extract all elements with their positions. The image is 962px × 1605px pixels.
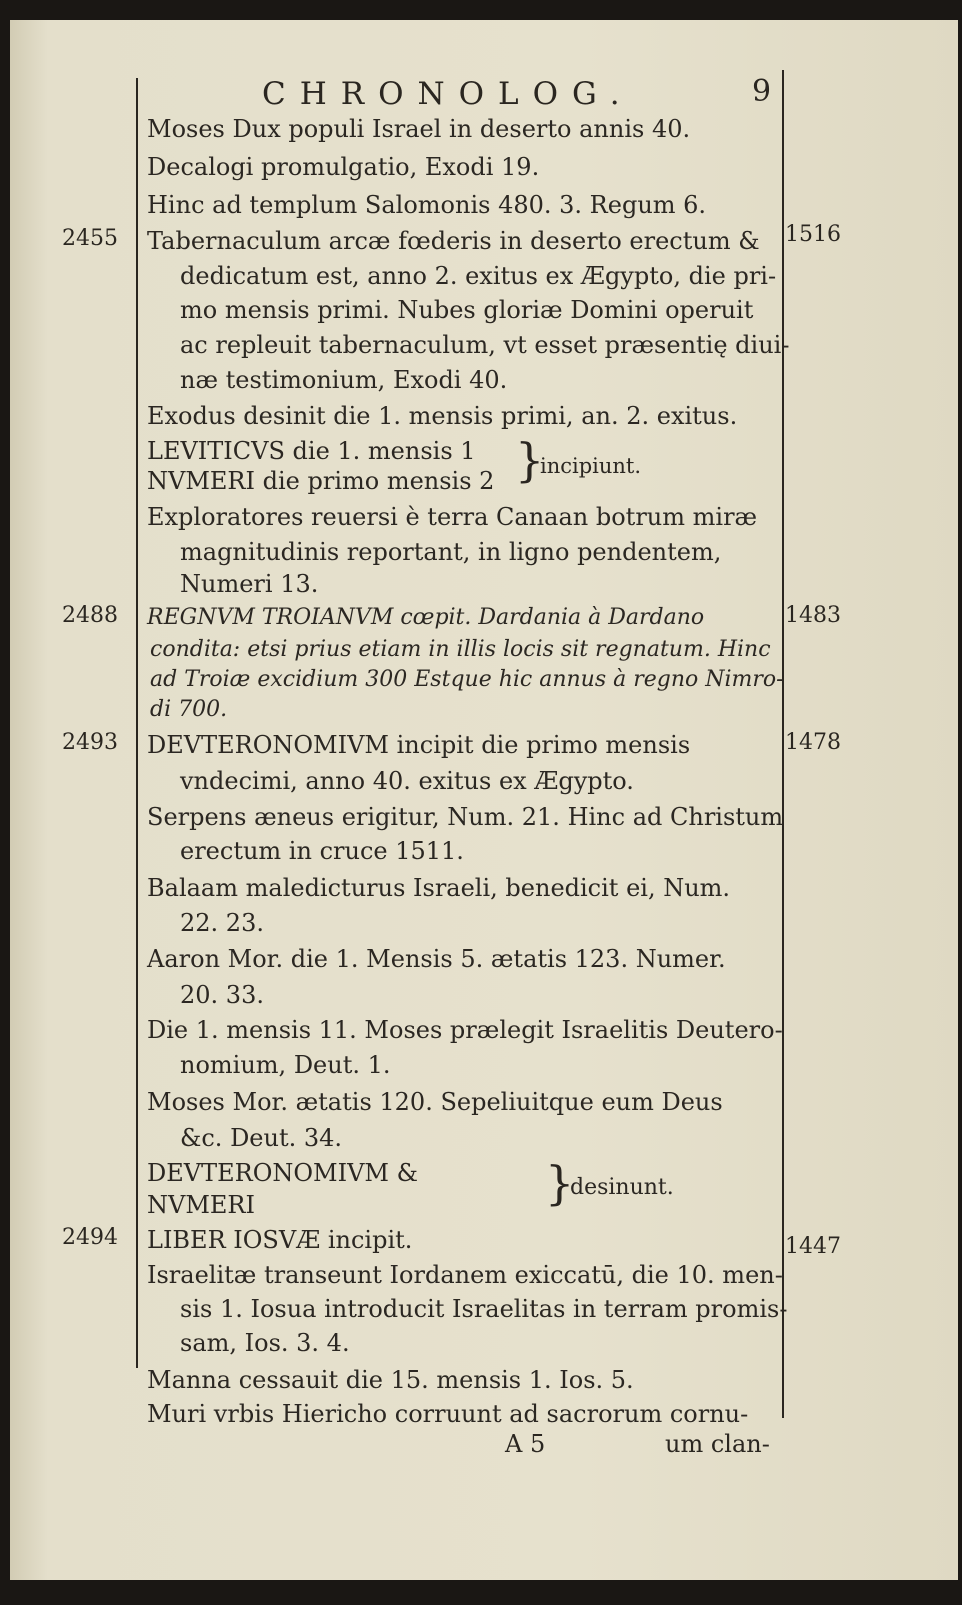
text-line: Tabernaculum arcæ fœderis in deserto erectum & [147, 227, 760, 255]
text-line: Serpens æneus erigitur, Num. 21. Hinc ad Christum [147, 803, 784, 831]
text-line: 20. 33. [180, 981, 264, 1009]
text-line: vndecimi, anno 40. exitus ex Ægypto. [180, 767, 634, 795]
text-line: Muri vrbis Hiericho corruunt ad sacrorum cornu- [147, 1400, 749, 1428]
text-line: Exploratores reuersi è terra Canaan botrum miræ [147, 503, 758, 531]
margin-year-right: 1478 [785, 730, 841, 755]
text-line: DEVTERONOMIVM incipit die primo mensis [147, 731, 691, 759]
text-line: erectum in cruce 1511. [180, 837, 464, 865]
text-line: Moses Dux populi Israel in deserto annis 40. [147, 115, 691, 143]
text-line: condita: etsi prius etiam in illis locis sit regnatum. Hinc [150, 637, 771, 662]
text-line: ac repleuit tabernaculum, vt esset præsentię diui- [180, 331, 790, 359]
catchword: um clan- [665, 1430, 770, 1458]
text-line: REGNVM TROIANVM cœpit. Dardania à Dardano [147, 605, 705, 630]
text-line: Numeri 13. [180, 570, 319, 598]
brace-label-incipiunt: incipiunt. [540, 454, 642, 478]
text-line: Israelitæ transeunt Iordanem exiccatū, die 10. men- [147, 1261, 783, 1289]
text-line: NVMERI die primo mensis 2 [147, 467, 495, 495]
margin-year-left: 2455 [62, 226, 118, 251]
left-margin-rule [136, 78, 138, 1368]
right-margin-rule [782, 70, 784, 1418]
text-line: nomium, Deut. 1. [180, 1051, 391, 1079]
text-line: NVMERI [147, 1191, 255, 1219]
margin-year-right: 1483 [785, 603, 841, 628]
page-number: 9 [752, 74, 772, 109]
margin-year-right: 1447 [785, 1234, 841, 1259]
text-line: Die 1. mensis 11. Moses prælegit Israelitis Deutero- [147, 1016, 783, 1044]
text-line: dedicatum est, anno 2. exitus ex Ægypto, die pri- [180, 262, 777, 290]
margin-year-left: 2488 [62, 603, 118, 628]
text-line: Balaam maledicturus Israeli, benedicit ei, Num. [147, 874, 731, 902]
text-line: ad Troiæ excidium 300 Estque hic annus à regno Nimro- [150, 667, 784, 692]
margin-year-right: 1516 [785, 222, 841, 247]
text-line: Hinc ad templum Salomonis 480. 3. Regum 6. [147, 191, 707, 219]
text-line: Aaron Mor. die 1. Mensis 5. ætatis 123. Numer. [147, 945, 726, 973]
running-head: CHRONOLOG. [262, 76, 634, 112]
text-line: Exodus desinit die 1. mensis primi, an. 2. exitus. [147, 402, 738, 430]
margin-year-left: 2494 [62, 1225, 118, 1250]
brace: } [545, 1156, 575, 1210]
text-line: 22. 23. [180, 909, 264, 937]
text-line: magnitudinis reportant, in ligno pendentem, [180, 538, 722, 566]
margin-year-left: 2493 [62, 730, 118, 755]
scan-border [0, 1580, 962, 1605]
text-line: mo mensis primi. Nubes gloriæ Domini operuit [180, 296, 754, 324]
text-line: LEVITICVS die 1. mensis 1 [147, 437, 476, 465]
text-line: &c. Deut. 34. [180, 1124, 343, 1152]
text-line: di 700. [150, 697, 228, 722]
text-line: sis 1. Iosua introducit Israelitas in terram promis- [180, 1295, 788, 1323]
text-line: næ testimonium, Exodi 40. [180, 366, 508, 394]
text-line: LIBER IOSVÆ incipit. [147, 1226, 413, 1254]
text-line: DEVTERONOMIVM & [147, 1159, 418, 1187]
brace: } [515, 433, 545, 487]
text-line: Moses Mor. ætatis 120. Sepeliuitque eum Deus [147, 1088, 723, 1116]
signature-mark: A 5 [505, 1430, 546, 1458]
text-line: sam, Ios. 3. 4. [180, 1329, 350, 1357]
text-line: Manna cessauit die 15. mensis 1. Ios. 5. [147, 1366, 634, 1394]
text-line: Decalogi promulgatio, Exodi 19. [147, 153, 540, 181]
brace-label-desinunt: desinunt. [570, 1175, 674, 1200]
